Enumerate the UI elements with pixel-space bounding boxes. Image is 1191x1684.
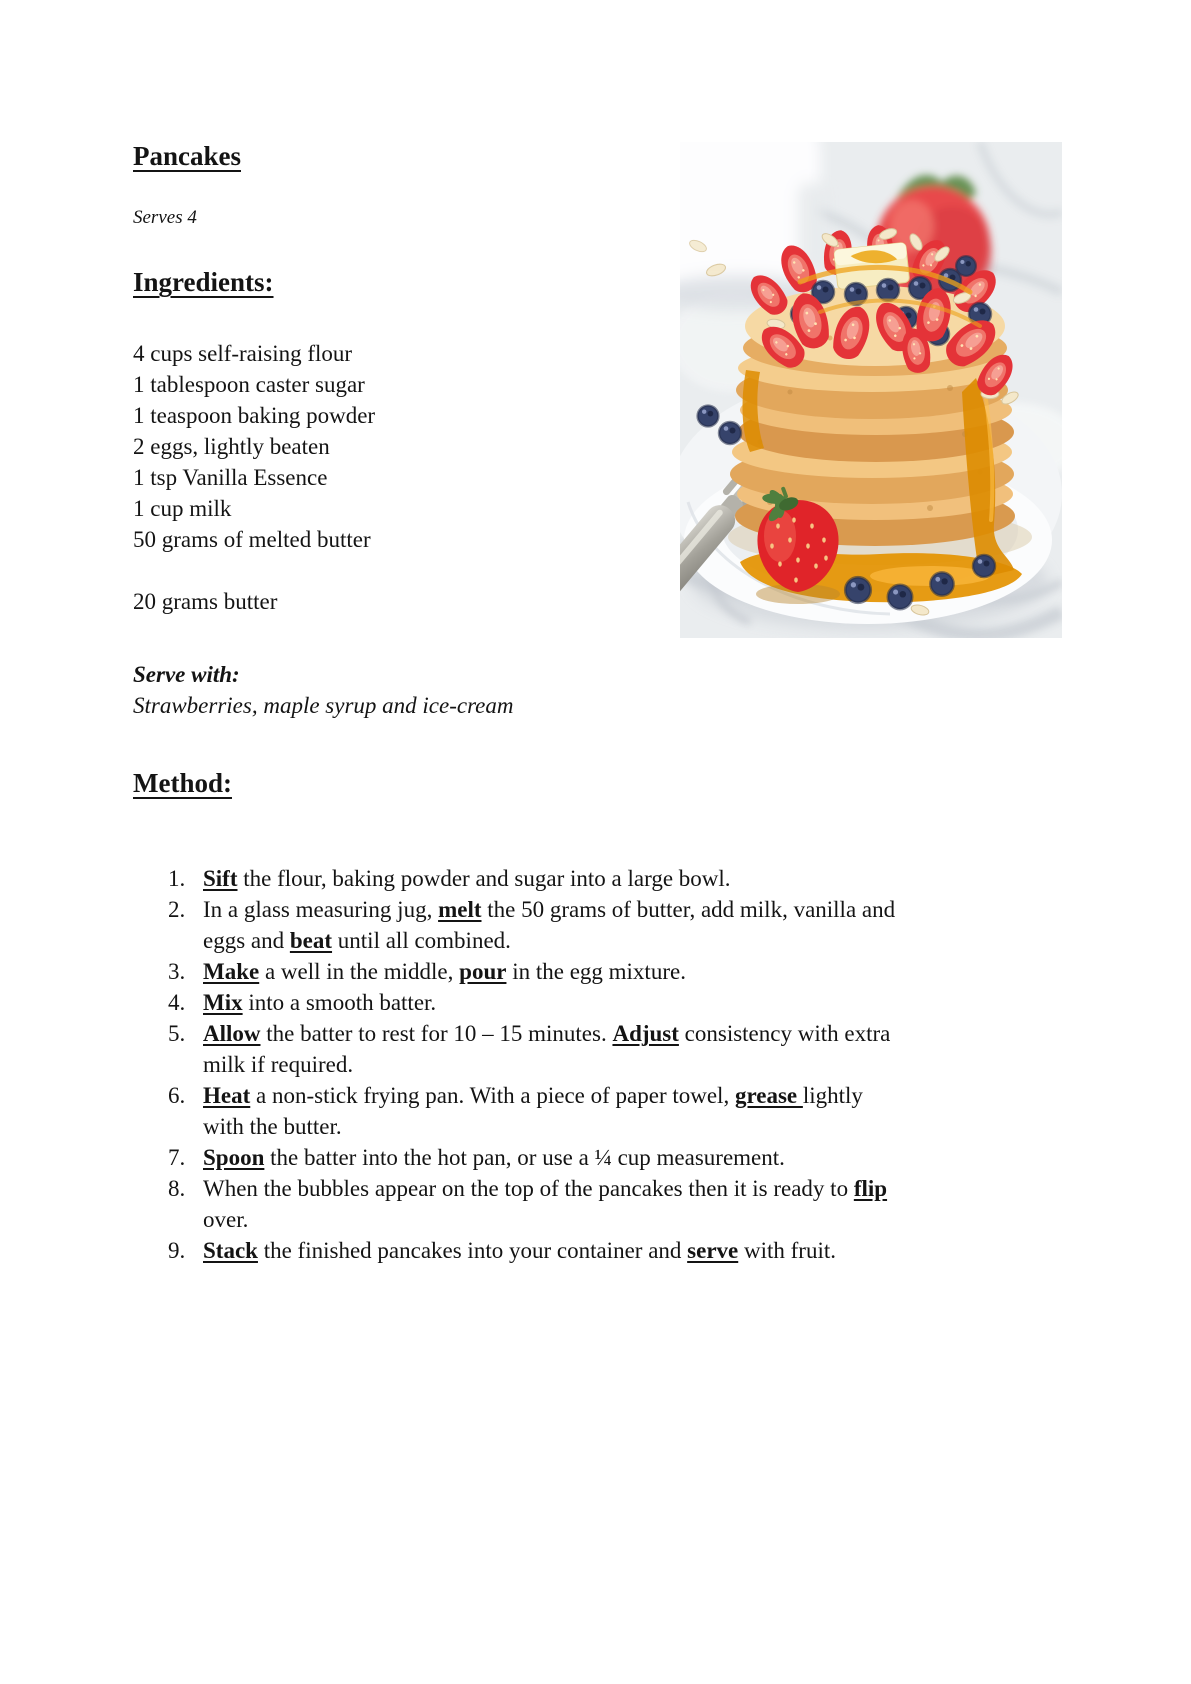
pancakes-photo-graphic [680,142,1062,638]
page-title: Pancakes [133,141,241,171]
serve-with-text: Strawberries, maple syrup and ice-cream [133,693,514,718]
step-text: Stack the finished pancakes into your container and serve with fruit. [203,1238,836,1263]
ingredient-line: 1 cup milk [133,496,232,521]
step-number: 6. [168,1083,186,1108]
method-list [168,863,1091,1266]
method-step [168,956,1091,987]
method-step [168,894,1091,956]
method-step [168,863,1091,894]
step-number: 2. [168,897,186,922]
ingredient-line: 1 tablespoon caster sugar [133,372,365,397]
method-heading: Method: [133,768,232,798]
step-text: When the bubbles appear on the top of the pancakes then it is ready to flip over. [203,1176,888,1232]
pancakes-photo [680,142,1062,638]
step-text: Mix into a smooth batter. [203,990,437,1015]
method-step [168,1018,1091,1080]
step-number: 3. [168,959,186,984]
method-step [168,1080,1091,1142]
step-text: Heat a non-stick frying pan. With a piece of paper towel, grease lightly with the butter. [203,1083,863,1139]
step-number: 5. [168,1021,186,1046]
ingredient-line: 1 teaspoon baking powder [133,403,376,428]
ingredient-line: 1 tsp Vanilla Essence [133,465,328,490]
ingredient-line: 4 cups self-raising flour [133,341,353,366]
ingredient-line-extra: 20 grams butter [133,589,278,614]
method-step [168,1173,1091,1235]
serve-with-label: Serve with: [133,662,240,687]
method-step [168,1235,1091,1266]
step-number: 4. [168,990,186,1015]
step-number: 7. [168,1145,186,1170]
step-number: 8. [168,1176,186,1201]
ingredient-line: 50 grams of melted butter [133,527,371,552]
step-number: 1. [168,866,186,891]
step-text: Sift the flour, baking powder and sugar into a large bowl. [203,866,731,891]
ingredients-heading: Ingredients: [133,267,274,297]
step-number: 9. [168,1238,186,1263]
method-step [168,1142,1091,1173]
method-step [168,987,1091,1018]
step-text: Allow the batter to rest for 10 – 15 minutes. Adjust consistency with extra milk if required. [203,1021,891,1077]
serves-note: Serves 4 [133,207,197,228]
step-text: In a glass measuring jug, melt the 50 grams of butter, add milk, vanilla and eggs and beat until all combined. [203,897,896,953]
step-text: Make a well in the middle, pour in the egg mixture. [203,959,686,984]
ingredient-line: 2 eggs, lightly beaten [133,434,330,459]
step-text: Spoon the batter into the hot pan, or use a ¼ cup measurement. [203,1145,785,1170]
